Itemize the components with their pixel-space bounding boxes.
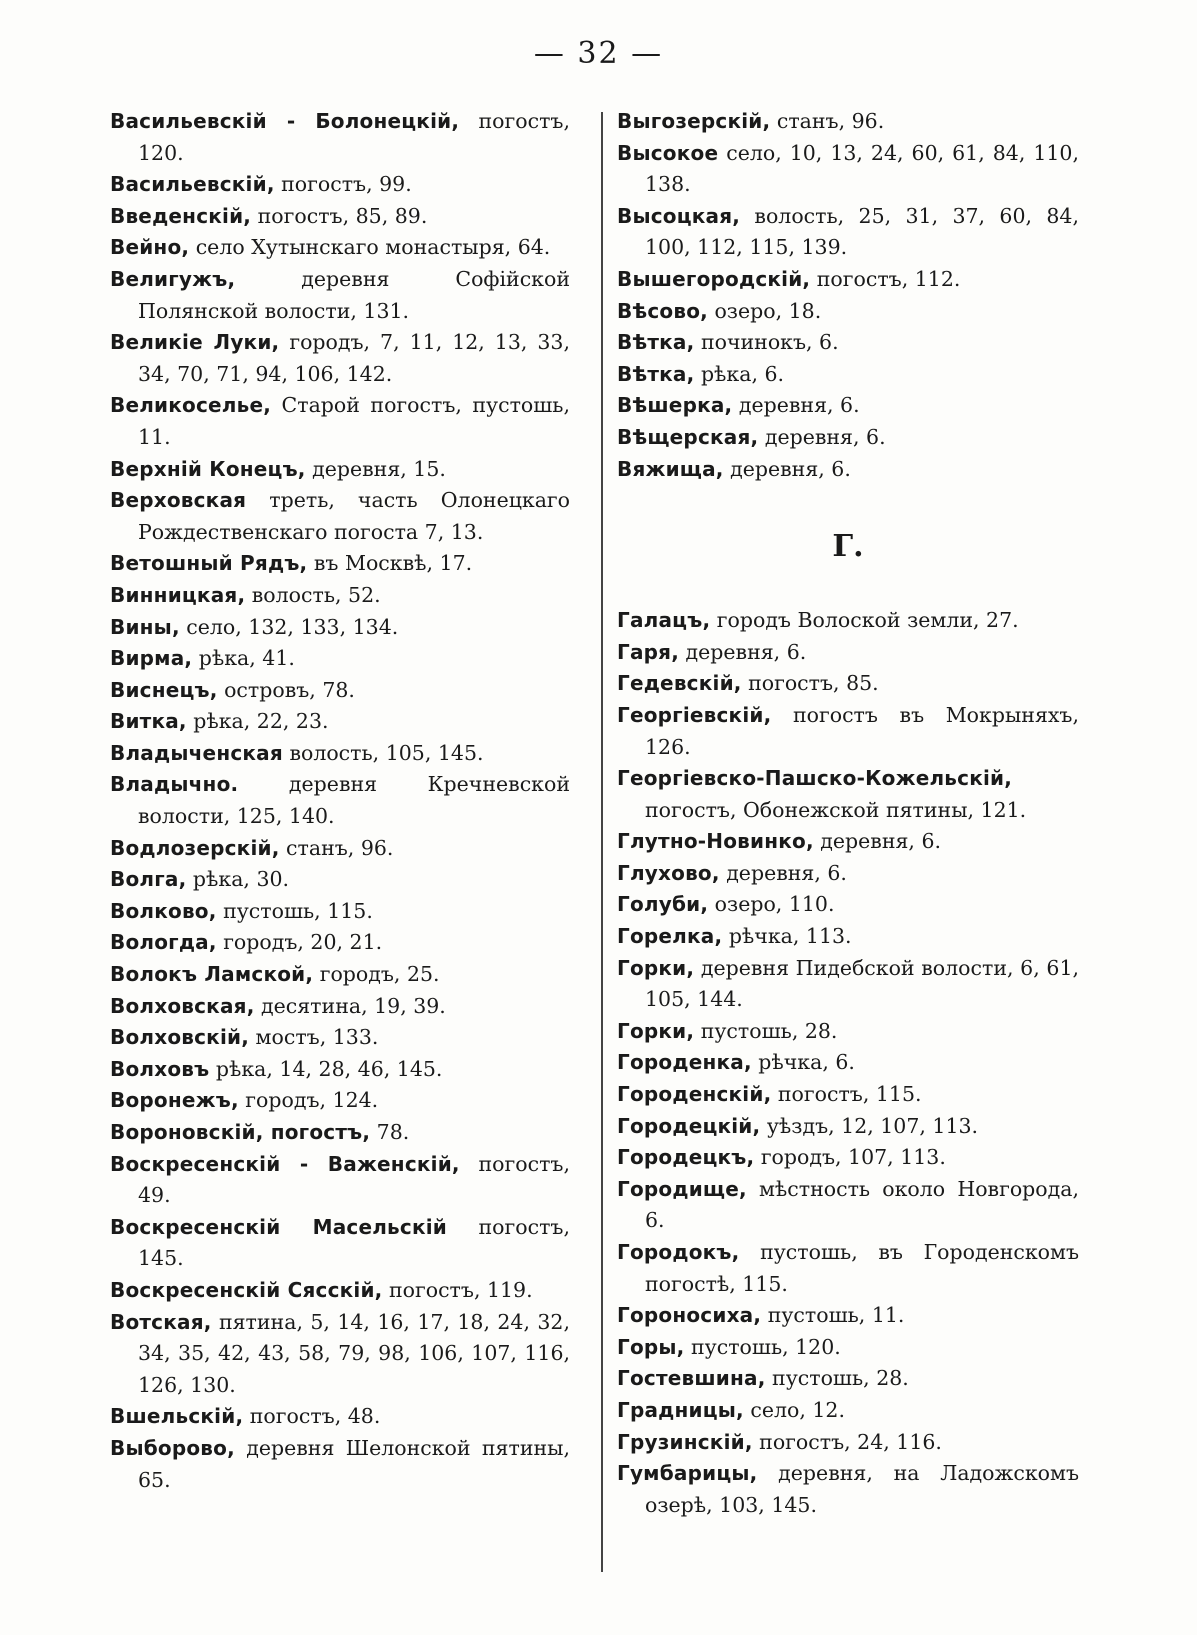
index-entry-description: рѣка, 30. [186, 867, 290, 892]
index-entry-description: станъ, 96. [770, 109, 885, 133]
index-entry-description: городъ Волоской земли, 27. [710, 608, 1019, 633]
index-entry-headword: Горки, [617, 1018, 695, 1043]
index-entry-description: городъ, 124. [238, 1088, 379, 1113]
index-entry [110, 264, 570, 327]
index-entry [617, 390, 1079, 422]
section-letter-heading: Г. [832, 529, 864, 565]
index-entry [110, 201, 570, 233]
index-entry-description: рѣка, 41. [192, 646, 295, 671]
index-entry [110, 327, 570, 390]
index-entry [617, 1047, 1079, 1079]
index-entry-description: деревня Кречневской волости, 125, 140. [138, 772, 570, 829]
index-entry [110, 548, 570, 580]
index-entry-headword: Городецкій, [617, 1113, 761, 1138]
index-entry-description: городъ, 20, 21. [216, 930, 383, 955]
index-entry-description: погостъ въ Мокрыняхъ, 126. [645, 702, 1079, 759]
index-entry-headword: Георгіевскій, [617, 702, 772, 727]
index-entry-description: село Хутынскаго монастыря, 64. [189, 235, 551, 260]
index-entry-headword: Вяжища, [617, 456, 724, 481]
index-entry-headword: Глутно-Новинко, [617, 829, 814, 854]
index-entry [617, 763, 1079, 826]
index-entry [617, 826, 1079, 858]
index-entry [617, 327, 1079, 359]
index-entry-headword: Вѣтка, [617, 330, 695, 355]
index-entry-description: деревня, 6. [813, 829, 942, 854]
index-entry-description: погостъ, 99. [274, 172, 412, 197]
index-entry-headword: Велигужъ, [110, 266, 236, 291]
index-entry-headword: Городецкъ, [617, 1145, 755, 1170]
index-entry-headword: Гороносиха, [617, 1303, 762, 1328]
index-entry-headword: Воскресенскій Сясскій, [110, 1277, 383, 1302]
index-entry-description: озеро, 18. [707, 298, 822, 323]
index-entry-description: пустошь, 120. [684, 1334, 841, 1359]
index-entry [110, 1212, 570, 1275]
index-entry [110, 1117, 570, 1149]
index-entry [110, 643, 570, 675]
index-entry-headword: Волховская, [110, 993, 255, 1018]
index-entry-headword: Васильевскій - Болонецкій, [110, 109, 460, 133]
index-entry-description: волость, 52. [245, 582, 381, 607]
index-entry [617, 1174, 1079, 1237]
index-entry-description: волость, 25, 31, 37, 60, 84, 100, 112, 115, 139. [645, 203, 1079, 260]
index-entry-headword: Волокъ Ламской, [110, 962, 314, 987]
index-entry [617, 201, 1079, 264]
index-entry [110, 485, 570, 548]
index-entry-description: городъ, 107, 113. [754, 1145, 946, 1170]
index-entry [110, 738, 570, 770]
index-entry-description: пустошь, 11. [761, 1303, 905, 1328]
index-entry-description: погостъ, 49. [138, 1151, 570, 1208]
index-entry-description: село, 132, 133, 134. [179, 614, 399, 639]
index-entry [617, 668, 1079, 700]
index-entry-headword: Горелка, [617, 924, 723, 949]
index-entry [110, 580, 570, 612]
index-entry-description: рѣка, 14, 28, 46, 145. [209, 1056, 443, 1081]
index-entry [110, 169, 570, 201]
index-entry-description: 78. [370, 1120, 410, 1144]
index-entry-description: погостъ, 48. [243, 1404, 381, 1429]
index-entry-headword: Вшельскій, [110, 1404, 244, 1429]
index-entry-headword: Вѣшерка, [617, 393, 733, 418]
index-entry-description: погостъ, 24, 116. [752, 1429, 942, 1454]
index-entry [617, 921, 1079, 953]
index-entry-headword: Гумбарицы, [617, 1461, 758, 1486]
index-entry-headword: Вороновскій, погостъ, [110, 1120, 371, 1144]
index-entry-headword: Выгозерскій, [617, 109, 771, 133]
index-entry-description: деревня, на Ладожскомъ озерѣ, 103, 145. [645, 1461, 1079, 1517]
index-entry-description: островъ, 78. [217, 677, 355, 702]
index-entry-description: деревня Софійской Полянской волости, 131. [138, 266, 570, 323]
index-entry [617, 1111, 1079, 1143]
index-entry-headword: Волховскій, [110, 1025, 250, 1050]
index-entry [617, 454, 1079, 486]
index-entry-description: рѣка, 22, 23. [186, 709, 329, 734]
index-entry-headword: Воскресенскій - Важенскій, [110, 1151, 460, 1176]
index-entry [617, 1142, 1079, 1174]
column-divider [601, 112, 603, 1572]
index-entry-description: пустошь, въ Городенскомъ погостѣ, 115. [645, 1240, 1079, 1296]
index-entry [110, 106, 570, 169]
index-entry-headword: Вѣтка, [617, 361, 695, 386]
index-entry [110, 1433, 570, 1496]
index-entry-headword: Глухово, [617, 860, 720, 885]
index-entry [617, 138, 1079, 201]
index-entry [110, 232, 570, 264]
index-entry [617, 1332, 1079, 1364]
index-entry-description: деревня, 6. [679, 639, 807, 664]
index-entry-description: погостъ, 115. [771, 1082, 922, 1107]
index-entry-headword: Вышегородскій, [617, 266, 811, 291]
index-entry-headword: Выборово, [110, 1435, 235, 1460]
index-entry [110, 1054, 570, 1086]
index-entry [617, 359, 1079, 391]
index-entry [617, 106, 1079, 138]
index-entry-description: починокъ, 6. [694, 330, 839, 355]
index-entry-description: погостъ, 145. [138, 1214, 570, 1271]
index-entry [110, 1275, 570, 1307]
index-entry-description: деревня, 6. [732, 393, 860, 418]
index-entry [617, 1079, 1079, 1111]
index-entry-headword: Волга, [110, 867, 187, 892]
index-entry-headword: Вологда, [110, 930, 217, 955]
index-entry [110, 864, 570, 896]
index-entry-headword: Высоцкая, [617, 203, 741, 228]
index-section-g [617, 605, 1079, 1521]
index-column-left [110, 106, 570, 1496]
index-entry-headword: Волховъ [110, 1056, 210, 1081]
index-entry-description: рѣчка, 113. [722, 924, 852, 949]
index-entry-description: село, 10, 13, 24, 60, 61, 84, 110, 138. [645, 140, 1079, 197]
index-entry-headword: Воскресенскій Масельскій [110, 1214, 447, 1239]
index-entry [110, 991, 570, 1023]
index-entry-description: деревня, 6. [719, 860, 847, 885]
index-entry [110, 833, 570, 865]
index-entry-headword: Волково, [110, 898, 217, 923]
index-entry-headword: Городенскій, [617, 1082, 772, 1107]
index-entry-description: деревня, 6. [723, 456, 851, 481]
index-entry [110, 1022, 570, 1054]
index-entry-description: городъ, 7, 11, 12, 13, 33, 34, 70, 71, 94, 106, 142. [138, 330, 570, 386]
index-entry-headword: Владыченская [110, 740, 283, 765]
index-entry-description: озеро, 110. [708, 892, 835, 917]
index-entry [110, 390, 570, 453]
index-entry-description: въ Москвѣ, 17. [307, 551, 473, 576]
index-entry-headword: Городенка, [617, 1050, 752, 1075]
index-entry-description: уѣздъ, 12, 107, 113. [760, 1113, 979, 1138]
index-entry-headword: Вирма, [110, 646, 193, 671]
index-entry-headword: Верховская [110, 488, 247, 513]
index-entry-description: рѣка, 6. [694, 361, 785, 386]
index-entry [617, 296, 1079, 328]
index-entry-description: станъ, 96. [279, 835, 394, 860]
index-entry-description: мѣстность около Новгорода, 6. [645, 1176, 1079, 1233]
index-entry-headword: Вины, [110, 614, 180, 639]
index-entry-headword: Городище, [617, 1176, 747, 1201]
page-number: — 32 — [533, 36, 664, 71]
index-entry-headword: Георгіевско-Пашско-Кожельскій, [617, 766, 1013, 791]
index-entry-description: треть, часть Олонецкаго Рождественскаго погоста 7, 13. [138, 488, 570, 544]
index-entry [617, 1427, 1079, 1459]
index-entry-description: рѣчка, 6. [751, 1050, 855, 1075]
index-entry-headword: Васильевскій, [110, 172, 275, 197]
index-entry-description: село, 12. [743, 1397, 845, 1422]
index-entry [110, 1307, 570, 1402]
index-entry [617, 605, 1079, 637]
index-entry-description: пустошь, 28. [765, 1366, 909, 1391]
index-entry-headword: Введенскій, [110, 203, 252, 228]
index-entry [617, 700, 1079, 763]
index-entry [617, 1016, 1079, 1048]
index-entry [617, 422, 1079, 454]
index-entry-description: мостъ, 133. [249, 1025, 379, 1050]
index-entry [110, 1085, 570, 1117]
index-entry-description: десятина, 19, 39. [254, 993, 446, 1018]
index-entry-headword: Вотская, [110, 1309, 212, 1334]
index-entry-headword: Великіе Луки, [110, 330, 280, 355]
index-entry-description: погостъ, 120. [138, 109, 570, 165]
index-entry-description: деревня, 6. [758, 424, 886, 449]
index-entry-description: деревня, 15. [305, 456, 446, 481]
index-entry-description: погостъ, 119. [382, 1277, 533, 1302]
index-entry-description: пустошь, 115. [216, 898, 373, 923]
index-entry-headword: Витка, [110, 709, 187, 734]
index-entry-headword: Горы, [617, 1334, 685, 1359]
index-entry [110, 706, 570, 738]
index-entry [110, 454, 570, 486]
index-entry-headword: Вѣщерская, [617, 424, 759, 449]
index-entry [617, 889, 1079, 921]
index-entry-description: пятина, 5, 14, 16, 17, 18, 24, 32, 34, 35, 42, 43, 58, 79, 98, 106, 107, 116, 126, 130. [138, 1309, 570, 1397]
index-entry [617, 1458, 1079, 1521]
index-entry-description: погостъ, 85. [741, 671, 879, 696]
index-entry-headword: Владычно. [110, 772, 239, 797]
index-entry [617, 953, 1079, 1016]
index-entry-headword: Ветошный Рядъ, [110, 551, 308, 576]
index-entry-description: деревня Шелонской пятины, 65. [138, 1435, 570, 1492]
index-entry [110, 769, 570, 832]
index-entry [110, 612, 570, 644]
index-entry-headword: Воронежъ, [110, 1088, 239, 1113]
index-entry-headword: Винницкая, [110, 582, 246, 607]
index-entry-headword: Виснецъ, [110, 677, 218, 702]
index-entry [110, 927, 570, 959]
index-entry [617, 1395, 1079, 1427]
index-entry-headword: Высокое [617, 140, 719, 165]
index-entry [617, 264, 1079, 296]
index-entry [617, 858, 1079, 890]
index-entry-headword: Городокъ, [617, 1240, 740, 1264]
index-entry-headword: Великоселье, [110, 393, 272, 418]
index-entry [110, 896, 570, 928]
index-entry-description: пустошь, 28. [694, 1018, 838, 1043]
index-column-right [617, 106, 1079, 1521]
index-entry-headword: Водлозерскій, [110, 835, 280, 860]
index-entry-description: волость, 105, 145. [282, 740, 484, 765]
index-entry-headword: Градницы, [617, 1397, 744, 1422]
index-entry-description: деревня Пидебской волости, 6, 61, 105, 144. [645, 955, 1079, 1012]
index-entry-headword: Голуби, [617, 892, 709, 917]
index-entry [617, 1237, 1079, 1300]
index-entry-headword: Гостевшина, [617, 1366, 766, 1391]
index-entry-headword: Верхній Конецъ, [110, 456, 306, 481]
index-entry [617, 1363, 1079, 1395]
index-entry [617, 1300, 1079, 1332]
index-entry-headword: Гаря, [617, 639, 679, 664]
index-entry-description: погостъ, 85, 89. [251, 203, 428, 228]
index-section-v-continued [617, 106, 1079, 485]
index-entry [617, 637, 1079, 669]
index-entry [110, 959, 570, 991]
index-entry-headword: Галацъ, [617, 608, 711, 633]
index-entry-headword: Грузинскій, [617, 1429, 753, 1454]
index-entry-description: погостъ, Обонежской пятины, 121. [645, 797, 1027, 822]
index-entry [110, 1401, 570, 1433]
index-entry-description: городъ, 25. [313, 962, 440, 987]
index-entry-headword: Вѣсово, [617, 298, 708, 323]
index-entry-headword: Горки, [617, 955, 695, 980]
index-entry-headword: Вейно, [110, 235, 190, 260]
index-entry [110, 1149, 570, 1212]
index-entry-description: погостъ, 112. [810, 266, 961, 291]
index-entry-headword: Гедевскій, [617, 671, 742, 696]
index-entry [110, 675, 570, 707]
index-entry-description: Старой погостъ, пустошь, 11. [138, 393, 570, 449]
